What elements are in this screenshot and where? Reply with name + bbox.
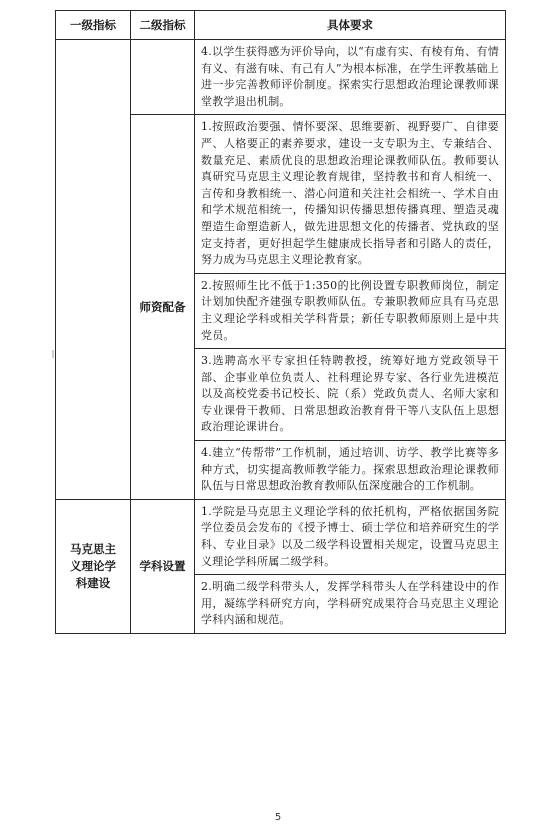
- requirement-cell: [195, 499, 506, 574]
- requirement-cell: [195, 349, 506, 441]
- level1-label-line: 义理论学: [70, 559, 116, 574]
- table-header: [56, 11, 506, 40]
- requirement-text: 1.按照政治要强、情怀要深、思维要新、视野要广、自律要严、人格要正的素养要求，建设一支专职为主、专兼结合、数量充足、素质优良的思想政治理论课教师队伍。教师要认真研究马克思主义理论教育规律，坚持教书和育人相统一、言传和身教相统一、潜心问道和关注社会相统一、学术自由和学术规范相统一，传播知识传播思想传播真理、塑造灵魂塑造生命塑造新人，做先进思想文化的传播者、党执政的坚定支持者，更好担起学生健康成长指导者和引路人的责任，努力成为马克思主义理论教育家。: [201, 120, 499, 267]
- requirement-cell: [195, 115, 506, 273]
- requirement-cell: [195, 40, 506, 115]
- level2-cell-faculty: [131, 115, 195, 499]
- table-row: [56, 499, 506, 574]
- scan-artifact: [52, 350, 54, 358]
- requirement-cell: [195, 441, 506, 500]
- table-body: [56, 40, 506, 634]
- requirement-text: 4.建立“传帮带”工作机制，通过培训、访学、教学比赛等多种方式，切实提高教师教学能力。探索思想政治理论课教师队伍与日常思想政治教育教师队伍深度融合的工作机制。: [201, 446, 499, 493]
- level1-cell-discipline: [56, 499, 131, 633]
- requirement-text: 2.按照师生比不低于1:350的比例设置专职教师岗位，制定计划加快配齐建强专职教师队伍。专兼职教师应具有马克思主义理论学科或相关学科背景；新任专职教师原则上是中共党员。: [201, 278, 499, 342]
- level1-label-line: 科建设: [75, 575, 111, 590]
- requirement-text: 4.以学生获得感为评价导向，以“有虚有实、有棱有角、有情有义、有滋有味、有己有人”为根本标准，在学生评教基础上进一步完善教师评价制度。探索实行思想政治理论课教师课堂教学退出机制。: [201, 45, 499, 108]
- requirement-text: 3.选聘高水平专家担任特聘教授，统筹好地方党政领导干部、企事业单位负责人、社科理论界专家、各行业先进模范以及高校党委书记校长、院（系）党政负责人、名师大家和专业课骨干教师、日常思想政治教育骨干等八支队伍上思想政治理论课讲台。: [201, 354, 499, 434]
- requirement-text: 2.明确二级学科带头人，发挥学科带头人在学科建设中的作用，凝练学科研究方向，学科研究成果符合马克思主义理论学科内涵和规范。: [201, 580, 499, 627]
- header-requirements: 具体要求: [195, 11, 506, 40]
- requirement-cell: [195, 273, 506, 348]
- page-number: 5: [274, 812, 282, 823]
- level1-label-line: 马克思主: [70, 542, 116, 557]
- header-level1: 一级指标: [56, 11, 131, 40]
- table-row: [56, 40, 506, 115]
- requirement-cell: [195, 575, 506, 634]
- level2-cell-discipline-setup: [131, 499, 195, 633]
- header-level2: 二级指标: [131, 11, 195, 40]
- level2-cell-blank: [131, 40, 195, 115]
- requirement-text: 1.学院是马克思主义理论学科的依托机构，严格依据国务院学位委员会发布的《授予博士、硕士学位和培养研究生的学科、专业目录》以及二级学科设置相关规定，设置马克思主义理论学科所属二级学科。: [201, 504, 499, 568]
- level1-cell-blank: [56, 40, 131, 500]
- header-row: [56, 11, 506, 40]
- requirements-table: [55, 10, 506, 634]
- level2-label: 师资配备: [139, 299, 186, 314]
- level2-label: 学科设置: [139, 559, 186, 574]
